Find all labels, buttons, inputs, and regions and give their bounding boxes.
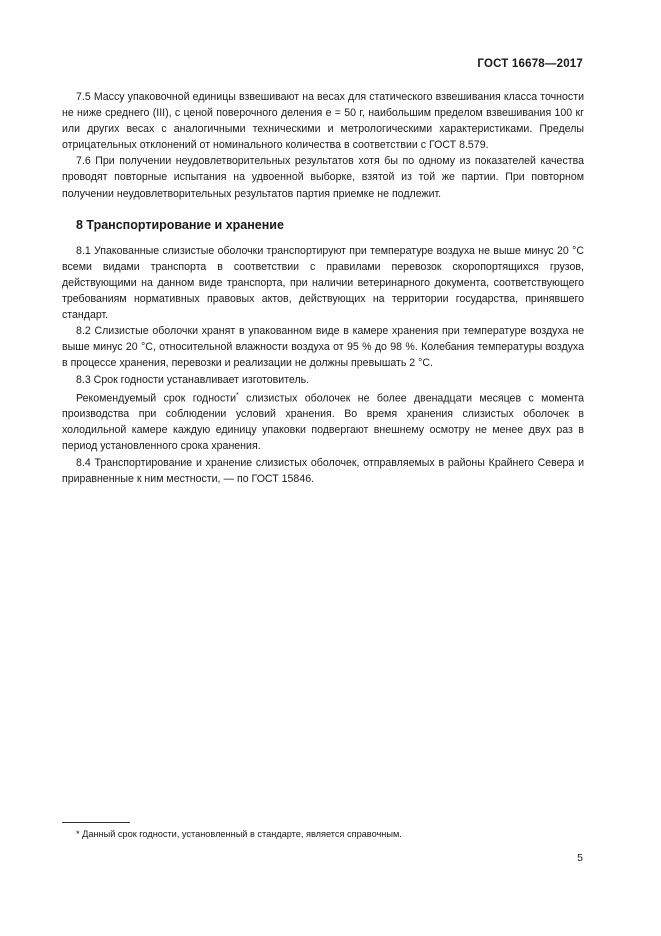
document-code: ГОСТ 16678—2017 — [477, 58, 583, 70]
shelf-life-text-end: слизистых оболочек не более двенадцати месяцев с момента производства при соблюдении условий хранения. Во время хранения слизистых оболочек в холодильной камере каждую единицу упаковки подвергают внешнему осмотру не менее двух раз в период установленного срока хранения. — [62, 392, 584, 453]
paragraph-7-6: 7.6 При получении неудовлетворительных результатов хотя бы по одному из показателей качества проводят повторные испытания на удвоенной выборке, взятой из той же партии. При повторном получении неудовлетворительных результатов партия приемке не подлежит. — [62, 155, 584, 200]
paragraph-8-3: 8.3 Срок годности устанавливает изготовитель. — [76, 373, 310, 386]
footnote-text: * Данный срок годности, установленный в стандарте, является справочным. — [76, 829, 402, 839]
page-number: 5 — [577, 852, 583, 864]
document-body — [62, 89, 584, 487]
shelf-life-text-start: Рекомендуемый срок годности — [76, 392, 237, 405]
footnote-divider — [62, 822, 130, 823]
paragraph-8-2: 8.2 Слизистые оболочки хранят в упакованном виде в камере хранения при температуре воздуха не выше минус 20 °С, относительной влажности воздуха от 95 % до 98 %. Колебания температуры воздуха в процессе хранения, перевозки и реализации не должны превышать 2 °С. — [62, 325, 584, 370]
paragraph-8-4: 8.4 Транспортирование и хранение слизистых оболочек, отправляемых в районы Крайнего Севера и приравненные к ним местности, — по ГОСТ 15846. — [62, 456, 584, 485]
footnote-marker: * — [236, 391, 239, 399]
section-heading: 8 Транспортирование и хранение — [76, 217, 284, 232]
paragraph-7-5: 7.5 Массу упаковочной единицы взвешивают на весах для статического взвешивания класса точности не ниже среднего (III), с ценой поверочного деления e = 50 г, наибольшим пределом взвешивания 100 кг или других весах с аналогичными техническими и метрологическими характеристиками. Пределы отрицательных отклонений от номинального количества в соответствии с ГОСТ 8.579. — [62, 91, 584, 152]
paragraph-shelf-life — [62, 388, 584, 455]
paragraph-8-1: 8.1 Упакованные слизистые оболочки транспортируют при температуре воздуха не выше минус 20 °С всеми видами транспорта в соответствии с правилами перевозок скоропортящихся грузов, действующими на данном виде транспорта, при наличии ветеринарного документа, соответствующего требованиям нормативных правовых актов, действующих на территории государства, принявшего стандарт. — [62, 244, 584, 322]
